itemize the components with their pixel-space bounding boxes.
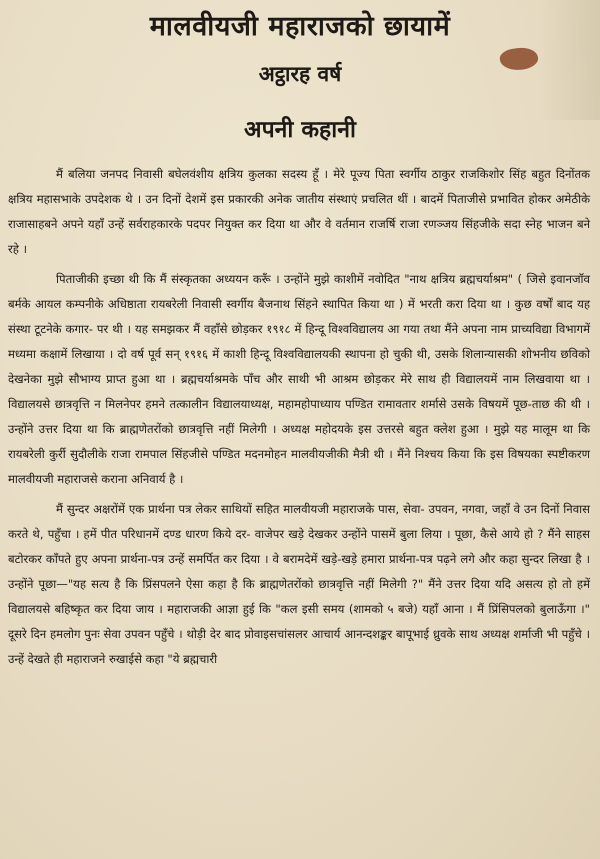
paragraph-3: मैं सुन्दर अक्षरोंमें एक प्रार्थना पत्र लेकर साथियों सहित मालवीयजी महाराजके पास, सेवा- उपवन, नगवा, जहाँ वे उन दिनों निवास करते थे, पहुँचा । हमें पीत परिधानमें दण्ड धारण किये दर- वाजेपर खड़े देखकर उन्होंने पासमें बुला लिया । पूछा, कैसे आये हो ? मैंने साहस बटोरकर काँपते हुए अपना प्रार्थना-पत्र उन्हें समर्पित कर दिया । वे बरामदेमें खड़े-खड़े हमारा प्रार्थना-पत्र पढ़ने लगे और कहा सुन्दर लिखा है । उन्होंने पूछा—"यह सत्य है कि प्रिंसपलने ऐसा कहा है कि ब्राह्मणेतरोंको छात्रवृत्ति नहीं मिलेगी ?" मैंने उत्तर दिया यदि असत्य हो तो हमें विद्यालयसे बहिष्कृत कर दिया जाय । महाराजकी आज्ञा हुई कि "कल इसी समय (शामको ५ बजे) यहाँ आना । मैं प्रिंसिपलको बुलाऊँगा ।" दूसरे दिन हमलोग पुनः सेवा उपवन पहुँचे । थोड़ी देर बाद प्रोवाइसचांसलर आचार्य आनन्दशङ्कर बापूभाई ध्रुवके साथ अध्यक्ष शर्माजी भी पहुँचे । उन्हें देखते ही महाराजने रुखाईसे कहा "ये ब्रह्मचारी	[8, 502, 590, 666]
paragraph-2: पिताजीकी इच्छा थी कि मैं संस्कृतका अध्ययन करूँ । उन्होंने मुझे काशीमें नवोदित "नाथ क्षत्रिय ब्रह्मचर्याश्रम" ( जिसे इवानजॉव बर्मके आयल कम्पनीके अधिष्ठाता रायबरेली निवासी स्वर्गीय बैजनाथ सिंहने स्थापित किया था ) में भरती करा दिया था । कुछ वर्षों बाद यह संस्था टूटनेके कगार- पर थी । यह समझकर मैं वहाँसे छोड़कर १९१८ में हिन्दू विश्वविद्यालय आ गया तथा मैंने अपना नाम प्राच्यविद्या विभागमें मध्यमा कक्षामें लिखाया । दो वर्ष पूर्व सन् १९१६ में काशी हिन्दू विश्वविद्यालयकी स्थापना हो चुकी थी, उसके शिलान्यासकी शोभनीय छविको देखनेका मुझे सौभाग्य प्राप्त हुआ था । ब्रह्मचर्याश्रमके पाँच और साथी भी आश्रम छोड़कर मेरे साथ ही विद्यालयमें नाम लिखवाया था । विद्यालयसे छात्रवृत्ति न मिलनेपर हमने तत्कालीन विद्यालयाध्यक्ष, महामहोपाध्याय पण्डित रामावतार शर्मासे उसके विषयमें पूछ-ताछ की थी । उन्होंने उत्तर दिया था कि ब्राह्मणेतरोंको छात्रवृत्ति नहीं मिलेगी । अध्यक्ष महोदयके इस उत्तरसे बहुत क्लेश हुआ । मुझे यह मालूम था कि रायबरेली कुर्री सुदौलीके राजा रामपाल सिंहजीसे पण्डित मदनमोहन मालवीयजीकी मैत्री थी । मैंने निश्चय किया कि इस विषयका स्पष्टीकरण मालवीयजी महाराजसे कराना अनिवार्य है ।	[8, 272, 590, 486]
page-title: मालवीयजी महाराजको छायामें	[149, 11, 451, 42]
subtitle: अट्ठारह वर्ष	[258, 62, 342, 86]
body-text	[8, 162, 590, 677]
section-title: अपनी कहानी	[244, 117, 356, 143]
paragraph-1: मैं बलिया जनपद निवासी बघेलवंशीय क्षत्रिय कुलका सदस्य हूँ । मेरे पूज्य पिता स्वर्गीय ठाकुर राजकिशोर सिंह बहुत दिनोंतक क्षत्रिय महासभाके उपदेशक थे । उन दिनों देशमें इस प्रकारकी अनेक जातीय संस्थाएं प्रचलित थीं । बादमें पिताजीसे प्रभावित होकर अमेठीके राजासाहबने अपने यहाँ उन्हें सर्वराहकारके पदपर नियुक्त कर दिया था और वे वर्तमान राजर्षि राजा रणञ्जय सिंहजीके सदा स्नेह भाजन बने रहे ।	[8, 167, 590, 256]
